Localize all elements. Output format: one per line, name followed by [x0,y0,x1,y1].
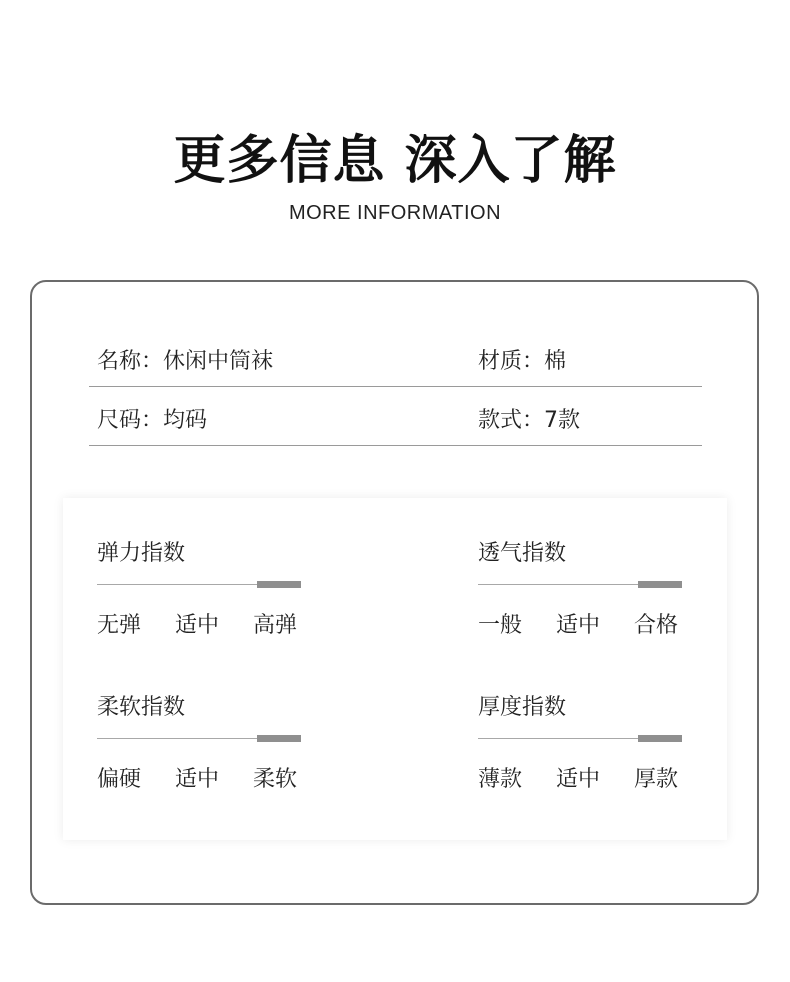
index-scale-indicator [257,581,301,588]
index-level-label: 柔软 [253,767,298,792]
indices-panel [63,498,727,840]
index-title: 柔软指数 [97,695,186,720]
spec-value: 棉 [544,349,567,374]
spec-item-material [478,344,566,375]
index-scale-indicator [638,735,682,742]
index-level-label: 厚款 [634,767,679,792]
softness-index [97,690,317,790]
index-level-label: 薄款 [478,767,523,792]
index-level-label: 高弹 [253,613,298,638]
index-title: 透气指数 [478,541,567,566]
spec-item-style [478,403,580,434]
spec-value: 均码 [163,408,208,433]
index-scale-indicator [257,735,301,742]
spec-row [89,387,702,446]
index-level-label: 一般 [478,613,523,638]
index-level-label: 适中 [175,767,220,792]
breathability-index [478,536,698,636]
spec-label: 名称： [97,349,164,374]
index-level-label: 无弹 [97,613,142,638]
thickness-index [478,690,698,790]
elasticity-index [97,536,317,636]
spec-item-name [97,344,273,375]
spec-item-size [97,403,207,434]
spec-label: 款式： [478,408,545,433]
index-level-label: 适中 [556,767,601,792]
index-level-label: 合格 [634,613,679,638]
index-level-label: 偏硬 [97,767,142,792]
spec-value: 休闲中筒袜 [163,349,274,374]
spec-value: 7款 [544,408,581,433]
index-scale-indicator [638,581,682,588]
index-title: 厚度指数 [478,695,567,720]
spec-label: 尺码： [97,408,164,433]
index-title: 弹力指数 [97,541,186,566]
index-level-label: 适中 [175,613,220,638]
index-level-label: 适中 [556,613,601,638]
page-subtitle: MORE INFORMATION [288,202,502,224]
spec-label: 材质： [478,349,545,374]
spec-row [89,328,702,387]
page-title: 更多信息 深入了解 [173,130,617,191]
